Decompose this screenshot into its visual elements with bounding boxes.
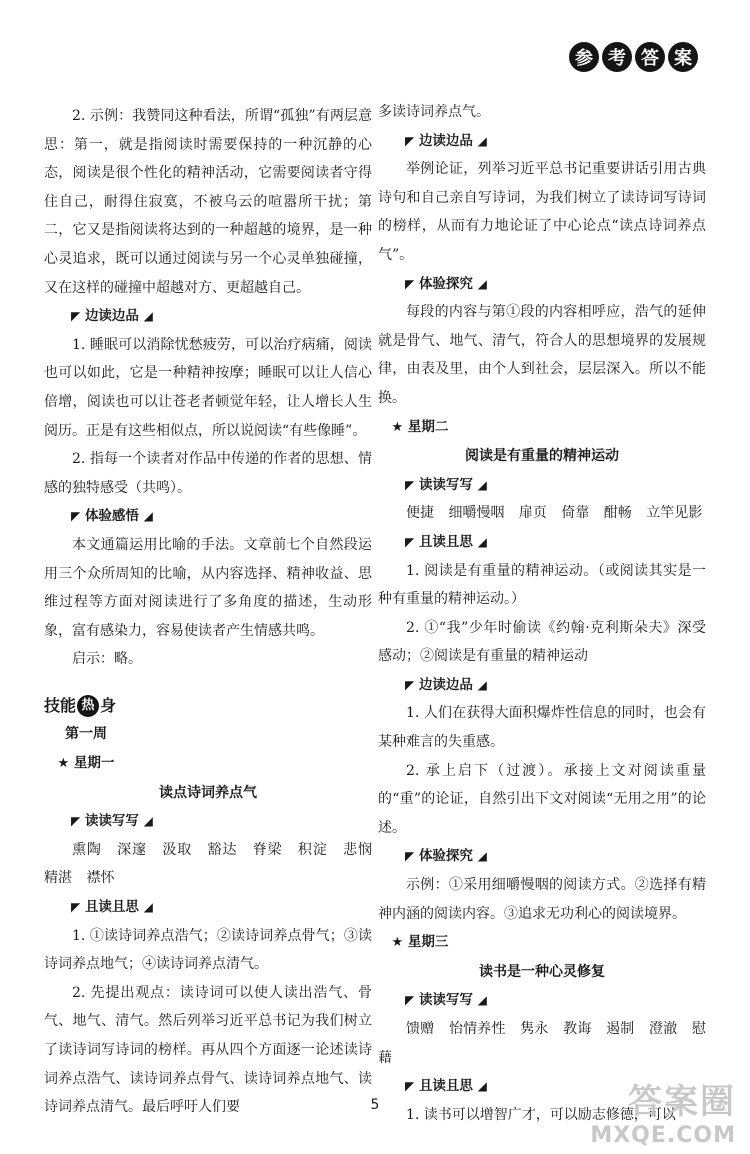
paragraph: 1. 阅读是有重量的精神运动。（或阅读其实是一种有重量的精神运动。） (378, 562, 706, 608)
paragraph: 2. 先提出观点：读诗词可以使人读出浩气、骨气、地气、清气。然后列举习近平总书记为我们树立了读诗词写诗词的榜样。再从四个方面逐一论述读诗词养点浩气、读诗词养点骨气、读诗词养点地气、读诗词养点清气。最后呼吁人们要 (44, 984, 372, 1116)
section-heading: ◤ 读读写写 ◢ (405, 476, 487, 493)
corner-mark-icon: ◢ (477, 849, 487, 864)
skill-warmup-heading: 技能 热 身 (44, 692, 372, 721)
paragraph: 举例论证，列举习近平总书记重要讲话引用古典诗句和自己亲自写诗词，为我们树立了读诗词写诗词的榜样，从而有力地论证了中心论点“读点诗词养点气”。 (378, 161, 706, 263)
paragraph: 本文通篇运用比喻的手法。文章前七个自然段运用三个众所周知的比喻，从内容选择、精神收益、思维过程等方面对阅读进行了多角度的描述，生动形象，富有感染力，容易使读者产生情感共鸣。 (44, 536, 372, 639)
section-heading: ◤ 体验感悟 ◢ (71, 508, 153, 525)
corner-mark-icon: ◤ (405, 849, 415, 864)
paragraph: 2. 示例：我赞同这种看法，所谓“孤独”有两层意思：第一，就是指阅读时需要保持的一种沉静的心态，阅读是很个性化的精神活动，它需要阅读者守得住自己，耐得住寂寞，不被乌云的喧嚣所干扰；第二，它又是指阅读将达到的一种超越的境界，是一种心灵追求，既可以通过阅读与另一个心灵单独碰撞，又在这样的碰撞中超越对方、更超越自己。 (44, 108, 372, 296)
section-heading: ◤ 边读边品 ◢ (405, 132, 487, 149)
section-heading: ◤ 读读写写 ◢ (71, 813, 153, 830)
corner-mark-icon: ◢ (477, 477, 487, 492)
right-column (378, 98, 706, 1129)
paragraph: 示例：①采用细嚼慢咽的阅读方式。②选择有精神内涵的阅读内容。③追求无功利心的阅读境界。 (378, 877, 706, 922)
corner-mark-icon: ◤ (405, 276, 415, 291)
corner-mark-icon: ◢ (477, 133, 487, 148)
corner-mark-icon: ◢ (477, 1079, 487, 1094)
paragraph: 启示：略。 (72, 651, 142, 668)
corner-mark-icon: ◢ (143, 509, 153, 524)
paragraph: 2. ①“我”少年时偷读《约翰·克利斯朵夫》深受感动；②阅读是有重量的精神运动 (378, 619, 706, 665)
paragraph: 1. ①读诗词养点浩气；②读诗词养点骨气；③读诗词养点地气；④读诗词养点清气。 (44, 927, 372, 973)
paragraph: 每段的内容与第①段的内容相呼应，浩气的延伸就是骨气、地气、清气，符合人的思想境界的发展规律，由表及里，由个人到社会，层层深入。所以不能换。 (378, 304, 706, 406)
header-badge: 案 (668, 42, 698, 72)
article-title: 阅读是有重量的精神运动 (465, 448, 619, 465)
section-heading: ◤ 读读写写 ◢ (405, 992, 487, 1009)
corner-mark-icon: ◤ (71, 814, 81, 829)
vocabulary-list: 熏陶 深邃 汲取 豁达 脊梁 积淀 悲悯 精湛 襟怀 (44, 841, 372, 887)
article-title: 读书是一种心灵修复 (479, 963, 605, 980)
corner-mark-icon: ◤ (405, 677, 415, 692)
section-heading: ◤ 体验探究 ◢ (405, 848, 487, 865)
section-heading: ◤ 边读边品 ◢ (71, 308, 153, 325)
corner-mark-icon: ◤ (71, 509, 81, 524)
corner-mark-icon: ◢ (477, 534, 487, 549)
watermark (590, 1074, 736, 1148)
hot-badge: 热 (77, 695, 99, 717)
week-heading: 第一周 (65, 726, 107, 743)
corner-mark-icon: ◤ (71, 309, 81, 324)
corner-mark-icon: ◤ (405, 993, 415, 1008)
corner-mark-icon: ◤ (405, 477, 415, 492)
watermark-title: 答案圈 (628, 1082, 736, 1122)
section-heading: ◤ 且读且思 ◢ (405, 533, 487, 550)
corner-mark-icon: ◢ (143, 814, 153, 829)
corner-mark-icon: ◢ (143, 900, 153, 915)
left-column (44, 102, 372, 1122)
watermark-url: MXQE.COM (590, 1123, 736, 1148)
corner-mark-icon: ◤ (405, 534, 415, 549)
paragraph: 2. 承上启下（过渡）。承接上文对阅读重量的“重”的论证，自然引出下文对阅读“无用之用”的论述。 (378, 762, 706, 836)
section-heading: ◤ 体验探究 ◢ (405, 275, 487, 292)
corner-mark-icon: ◤ (405, 133, 415, 148)
star-icon: ★ (391, 935, 404, 951)
article-title: 读点诗词养点气 (159, 784, 257, 801)
vocabulary-list: 便捷 细嚼慢咽 扉页 倚靠 酣畅 立竿见影 (406, 505, 703, 522)
section-heading: ◤ 且读且思 ◢ (71, 899, 153, 916)
corner-mark-icon: ◢ (477, 993, 487, 1008)
paragraph: 2. 指每一个读者对作品中传递的作者的思想、情感的独特感受（共鸣）。 (44, 451, 372, 496)
corner-mark-icon: ◢ (477, 677, 487, 692)
header-badge: 参 (569, 42, 599, 72)
day-heading: ★ 星期一 (57, 755, 115, 772)
corner-mark-icon: ◢ (143, 309, 153, 324)
paragraph: 多读诗词养点气。 (378, 104, 490, 120)
vocabulary-list: 馈赠 怡情养性 隽永 教诲 遏制 澄澈 慰藉 (378, 1021, 706, 1066)
header-badge: 考 (602, 42, 632, 72)
page-number: 5 (370, 1097, 380, 1113)
corner-mark-icon: ◢ (477, 276, 487, 291)
answer-key-header (569, 42, 698, 72)
section-heading: ◤ 边读边品 ◢ (405, 676, 487, 693)
header-badge: 答 (635, 42, 665, 72)
star-icon: ★ (57, 756, 70, 772)
day-heading: ★ 星期三 (391, 934, 449, 951)
paragraph: 1. 读书可以增智广才，可以励志修德，可以 (406, 1106, 676, 1123)
paragraph: 1. 人们在获得大面积爆炸性信息的同时，也会有某种难言的失重感。 (378, 705, 706, 751)
corner-mark-icon: ◤ (71, 900, 81, 915)
section-heading: ◤ 且读且思 ◢ (405, 1078, 487, 1095)
paragraph: 1. 睡眠可以消除忧愁疲劳，可以治疗病痛，阅读也可以如此，它是一种精神按摩；睡眠可以让人信心倍增，阅读也可以让苍老者顿觉年轻，让人增长人生阅历。正是有这些相似点，所以说阅读“有些像睡”。 (44, 336, 372, 439)
star-icon: ★ (391, 419, 404, 435)
day-heading: ★ 星期二 (391, 418, 449, 435)
corner-mark-icon: ◤ (405, 1079, 415, 1094)
